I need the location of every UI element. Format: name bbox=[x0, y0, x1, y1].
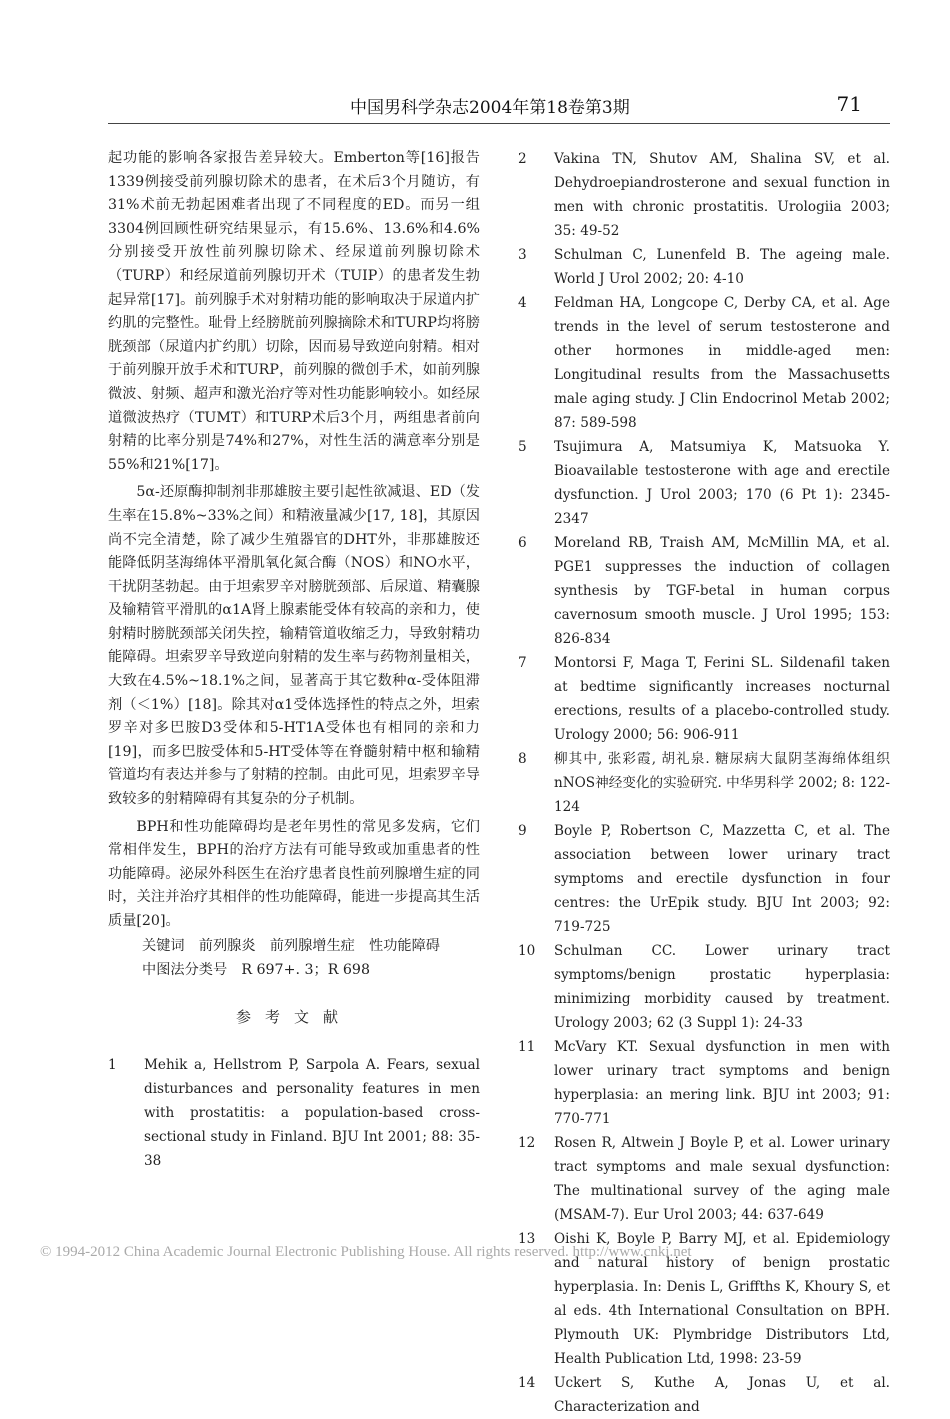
reference-text: Rosen R, Altwein J Boyle P, et al. Lower urinary tract symptoms and male sexual dysfunction: The multinational survey of the aging male (MSAM-7). Eur Urol 2003; 44: 637-649 bbox=[554, 1135, 890, 1223]
reference-text: Tsujimura A, Matsumiya K, Matsuoka Y. Bioavailable testosterone with age and erectile dysfunction. J Urol 2003; 170 (6 Pt 1): 2345-2347 bbox=[554, 439, 890, 527]
reference-text: Vakina TN, Shutov AM, Shalina SV, et al. Dehydroepiandrosterone and sexual function in men with chronic prostatitis. Urologiia 2003; 35: 49-52 bbox=[554, 151, 890, 239]
reference-text: Uckert S, Kuthe A, Jonas U, et al. Characterization and bbox=[554, 1375, 890, 1415]
reference-text: 柳其中, 张彩霞, 胡礼泉. 糖尿病大鼠阴茎海绵体组织nNOS神经变化的实验研究. 中华男科学 2002; 8: 122-124 bbox=[554, 751, 890, 815]
reference-number: 2 bbox=[518, 151, 527, 167]
reference-text: Oishi K, Boyle P, Barry MJ, et al. Epidemiology and natural history of benign prostatic hyperplasia. In: Denis L, Griffths K, Khoury S, et al eds. 4th International Consultation on BPH. Plymouth UK: Plymbridge Distributors Ltd, Health Publication Ltd, 1998: 23-59 bbox=[554, 1231, 890, 1367]
reference-text: McVary KT. Sexual dysfunction in men with lower urinary tract symptoms and benign hyperplasia: an mering link. BJU int 2003; 91: 770-771 bbox=[554, 1039, 890, 1127]
reference-item bbox=[518, 1035, 890, 1131]
page-number: 71 bbox=[836, 92, 862, 116]
reference-text: Mehik a, Hellstrom P, Sarpola A. Fears, sexual disturbances and personality features in men with prostatitis: a population-based cross-sectional study in Finland. BJU Int 2001; 88: 35-38 bbox=[144, 1056, 480, 1169]
reference-item bbox=[518, 747, 890, 819]
right-column bbox=[518, 147, 890, 1419]
classification-number: 中图法分类号 R 697+. 3；R 698 bbox=[142, 961, 370, 978]
reference-number: 6 bbox=[518, 535, 527, 551]
left-column bbox=[108, 147, 480, 1173]
reference-number: 8 bbox=[518, 751, 527, 767]
reference-number: 10 bbox=[518, 943, 536, 959]
reference-text: Boyle P, Robertson C, Mazzetta C, et al. The association between lower urinary tract symptoms and erectile dysfunction in four centres: the UrEpik study. BJU Int 2003; 92: 719-725 bbox=[554, 823, 890, 935]
reference-number: 13 bbox=[518, 1231, 536, 1247]
reference-number: 9 bbox=[518, 823, 527, 839]
reference-item bbox=[108, 1053, 480, 1173]
reference-text: Schulman C, Lunenfeld B. The ageing male. World J Urol 2002; 20: 4-10 bbox=[554, 247, 890, 287]
reference-item bbox=[518, 939, 890, 1035]
reference-number: 5 bbox=[518, 439, 527, 455]
reference-item bbox=[518, 1371, 890, 1419]
reference-item bbox=[518, 531, 890, 651]
reference-item bbox=[518, 243, 890, 291]
copyright-footer: © 1994-2012 China Academic Journal Electronic Publishing House. All rights reserved. http://www.cnki.net bbox=[40, 1244, 692, 1260]
references-heading: 参考文献 bbox=[235, 1007, 352, 1026]
journal-title: 中国男科学杂志2004年第18卷第3期 bbox=[350, 98, 630, 118]
body-paragraph-3: BPH和性功能障碍均是老年男性的常见多发病，它们常相伴发生，BPH的治疗方法有可能导致或加重患者的性功能障碍。泌尿外科医生在治疗患者良性前列腺增生症的同时，关注并治疗其相伴的性功能障碍，能进一步提高其生活质量[20]。 bbox=[108, 818, 480, 929]
reference-item bbox=[518, 651, 890, 747]
reference-item bbox=[518, 819, 890, 939]
header-rule bbox=[108, 123, 890, 124]
reference-number: 3 bbox=[518, 247, 527, 263]
keywords: 关键词 前列腺炎 前列腺增生症 性功能障碍 bbox=[142, 937, 440, 954]
body-paragraph-2: 5α-还原酶抑制剂非那雄胺主要引起性欲减退、ED（发生率在15.8%~33%之间）和精液量减少[17, 18]，其原因尚不完全清楚，除了减少生殖器官的DHT外，非那雄胺还能降低阴茎海绵体平滑肌氧化氮合酶（NOS）和NO水平，干扰阴茎勃起。由于坦索罗辛对膀胱颈部、后尿道、精囊腺及输精管平滑肌的α1A肾上腺素能受体有较高的亲和力，使射精时膀胱颈部关闭失控，输精管道收缩乏力，导致射精功能障碍。坦索罗辛导致逆向射精的发生率与药物剂量相关，大致在4.5%~18.1%之间，显著高于其它数种α-受体阻滞剂（＜1%）[18]。除其对α1受体选择性的特点之外，坦索罗辛对多巴胺D3受体和5-HT1A受体也有相同的亲和力[19]，而多巴胺受体和5-HT受体等在脊髓射精中枢和输精管道均有表达并参与了射精的控制。由此可见，坦索罗辛导致较多的射精障碍有其复杂的分子机制。 bbox=[108, 484, 480, 808]
reference-item bbox=[518, 147, 890, 243]
reference-text: Montorsi F, Maga T, Ferini SL. Sildenafil taken at bedtime significantly increases nocturnal erections, results of a placebo-controlled study. Urology 2000; 56: 906-911 bbox=[554, 655, 890, 743]
reference-text: Schulman CC. Lower urinary tract symptoms/benign prostatic hyperplasia: minimizing morbidity caused by treatment. Urology 2003; 62 (3 Suppl 1): 24-33 bbox=[554, 943, 890, 1031]
reference-number: 7 bbox=[518, 655, 527, 671]
reference-text: Moreland RB, Traish AM, McMillin MA, et al. PGE1 suppresses the induction of collagen synthesis by TGF-betal in human corpus cavernosum smooth muscle. J Urol 1995; 153: 826-834 bbox=[554, 535, 890, 647]
reference-number: 11 bbox=[518, 1039, 536, 1055]
reference-text: Feldman HA, Longcope C, Derby CA, et al. Age trends in the level of serum testosterone and other hormones in middle-aged men: Longitudinal results from the Massachusetts male aging study. J Clin Endocrinol Metab 2002; 87: 589-598 bbox=[554, 295, 890, 431]
reference-item bbox=[518, 291, 890, 435]
reference-number: 12 bbox=[518, 1135, 536, 1151]
reference-item bbox=[518, 435, 890, 531]
reference-item bbox=[518, 1131, 890, 1227]
reference-number: 14 bbox=[518, 1375, 536, 1391]
reference-number: 4 bbox=[518, 295, 527, 311]
body-paragraph-1: 起功能的影响各家报告差异较大。Emberton等[16]报告1339例接受前列腺切除术的患者，在术后3个月随访，有31%术前无勃起困难者出现了不同程度的ED。而另一组3304例回顾性研究结果显示，有15.6%、13.6%和4.6%分别接受开放性前列腺切除术、经尿道前列腺切除术（TURP）和经尿道前列腺切开术（TUIP）的患者发生勃起异常[17]。前列腺手术对射精功能的影响取决于尿道内扩约肌的完整性。耻骨上经膀胱前列腺摘除术和TURP均将膀胱颈部（尿道内扩约肌）切除，因而易导致逆向射精。相对于前列腺开放手术和TURP，前列腺的微创手术，如前列腺微波、射频、超声和激光治疗等对性功能影响较小。如经尿道微波热疗（TUMT）和TURP术后3个月，两组患者前向射精的比率分别是74%和27%，对性生活的满意率分别是55%和21%[17]。 bbox=[108, 150, 480, 473]
reference-number: 1 bbox=[108, 1056, 117, 1073]
